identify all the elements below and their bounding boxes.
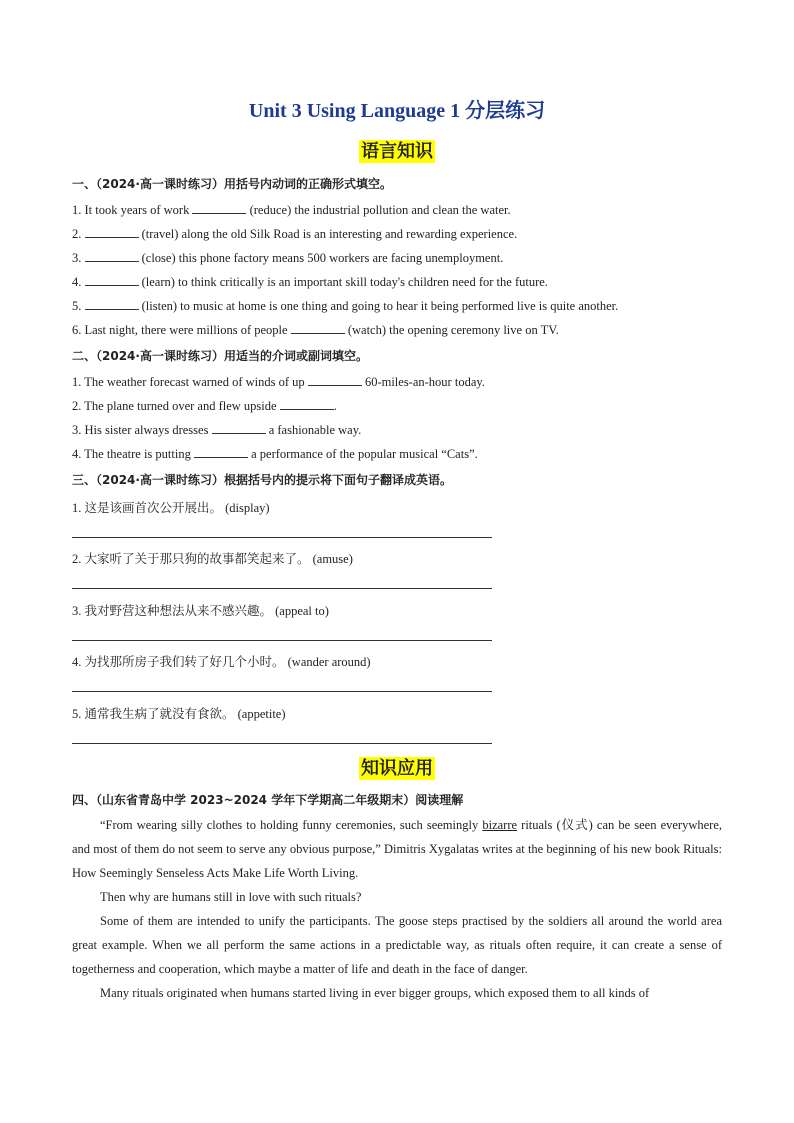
exercise-item: 5. (listen) to music at home is one thing and going to hear it being performed live is quite another. <box>72 299 619 313</box>
exercise-item: 3. His sister always dresses a fashionable way. <box>72 423 362 437</box>
exercise-item: 3. (close) this phone factory means 500 workers are facing unemployment. <box>72 251 504 265</box>
translation-prompt: 1. 这是该画首次公开展出。 (display) <box>72 501 270 515</box>
section-heading-text: 知识应用 <box>361 758 433 779</box>
passage-paragraph: “From wearing silly clothes to holding funny ceremonies, such seemingly bizarre rituals (仪式) can be seen everywhere, and most of them do not seem to serve any obvious purpose,” Dimitris Xygalatas writes at the beginning of his new book Rituals: How Seemingly Senseless Acts Make Life Worth Living. <box>72 818 722 880</box>
part2-heading: 二、（2024·高一课时练习）用适当的介词或副词填空。 <box>72 349 368 363</box>
answer-blank[interactable] <box>194 445 248 458</box>
answer-blank[interactable] <box>212 421 266 434</box>
answer-blank[interactable] <box>308 373 362 386</box>
section-heading-text: 语言知识 <box>361 141 433 162</box>
answer-blank[interactable] <box>291 321 345 334</box>
exercise-item: 6. Last night, there were millions of people (watch) the opening ceremony live on TV. <box>72 323 559 337</box>
part4-heading: 四、（山东省青岛中学 2023~2024 学年下学期高二年级期末）阅读理解 <box>72 793 464 807</box>
section-heading-knowledge-application <box>72 754 722 780</box>
translation-answer-line[interactable] <box>72 691 492 692</box>
exercise-item: 4. (learn) to think critically is an important skill today's children need for the future. <box>72 275 548 289</box>
exercise-item: 1. The weather forecast warned of winds of up 60-miles-an-hour today. <box>72 375 485 389</box>
exercise-item: 2. The plane turned over and flew upside . <box>72 399 337 413</box>
answer-blank[interactable] <box>85 225 139 238</box>
answer-blank[interactable] <box>85 249 139 262</box>
exercise-item: 2. (travel) along the old Silk Road is an interesting and rewarding experience. <box>72 227 518 241</box>
part3-heading: 三、（2024·高一课时练习）根据括号内的提示将下面句子翻译成英语。 <box>72 473 452 487</box>
translation-prompt: 5. 通常我生病了就没有食欲。 (appetite) <box>72 707 286 721</box>
reading-passage <box>72 813 722 1005</box>
translation-answer-line[interactable] <box>72 743 492 744</box>
passage-paragraph: Some of them are intended to unify the participants. The goose steps practised by the soldiers all around the world area great example. When we all perform the same actions in a predictable way, as rituals often require, it can create a sense of togetherness and cooperation, which maybe a matter of life and death in the face of danger. <box>72 914 722 976</box>
passage-paragraph: Many rituals originated when humans started living in ever bigger groups, which exposed them to all kinds of <box>100 986 650 1000</box>
answer-blank[interactable] <box>280 397 334 410</box>
translation-answer-line[interactable] <box>72 588 492 589</box>
translation-answer-line[interactable] <box>72 537 492 538</box>
answer-blank[interactable] <box>85 297 139 310</box>
translation-prompt: 3. 我对野营这种想法从来不感兴趣。 (appeal to) <box>72 604 329 618</box>
translation-answer-line[interactable] <box>72 640 492 641</box>
exercise-item: 1. It took years of work (reduce) the industrial pollution and clean the water. <box>72 203 511 217</box>
part1-heading: 一、（2024·高一课时练习）用括号内动词的正确形式填空。 <box>72 177 392 191</box>
underlined-word: bizarre <box>482 818 518 832</box>
passage-paragraph: Then why are humans still in love with such rituals? <box>100 890 362 904</box>
exercise-item: 4. The theatre is putting a performance of the popular musical “Cats”. <box>72 447 478 461</box>
section-heading-language-knowledge <box>72 137 722 163</box>
translation-prompt: 2. 大家听了关于那只狗的故事都笑起来了。 (amuse) <box>72 552 353 566</box>
answer-blank[interactable] <box>85 273 139 286</box>
answer-blank[interactable] <box>192 201 246 214</box>
translation-prompt: 4. 为找那所房子我们转了好几个小时。 (wander around) <box>72 655 371 669</box>
page-title: Unit 3 Using Language 1 分层练习 <box>248 100 546 122</box>
